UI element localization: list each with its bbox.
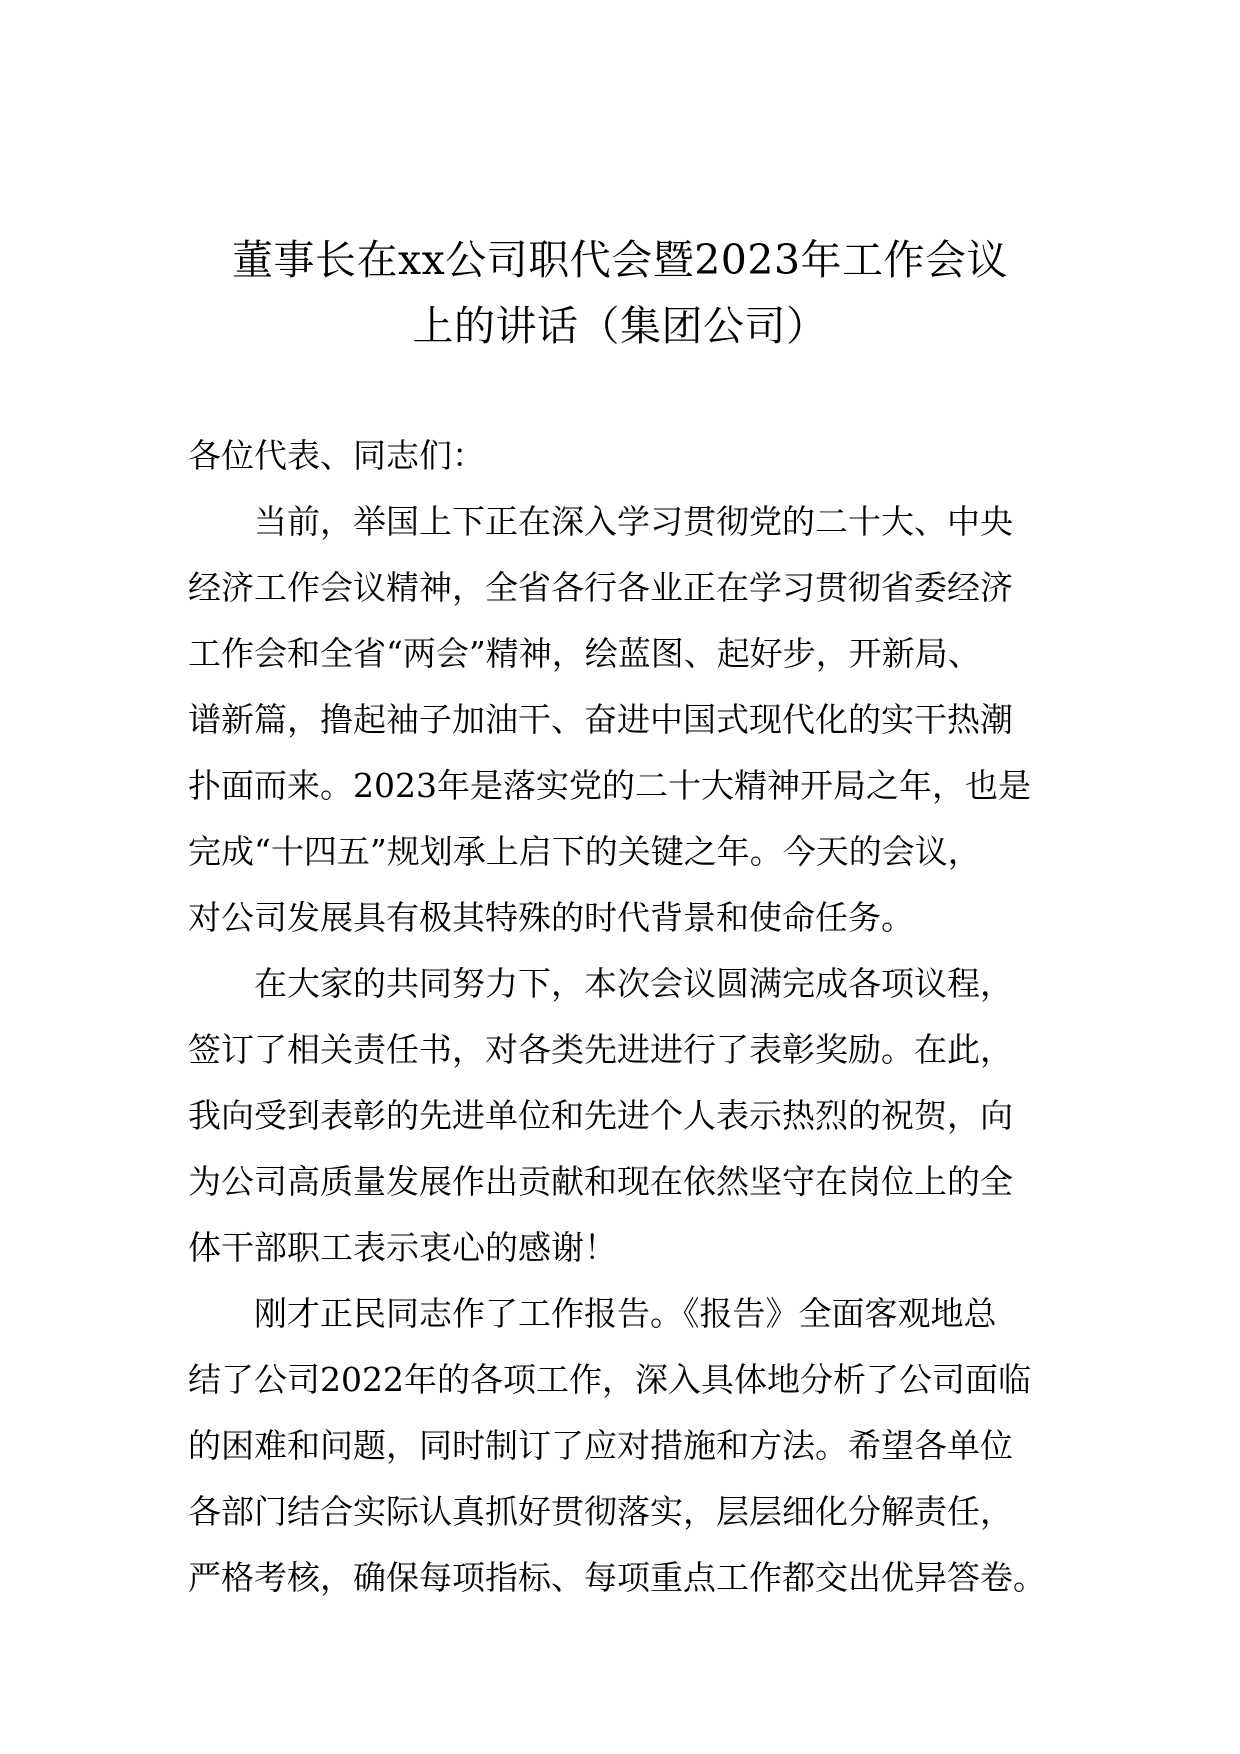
paragraph-line: 为公司高质量发展作出贡献和现在依然坚守在岗位上的全 [188,1162,1013,1201]
paragraph-line: 对公司发展具有极其特殊的时代背景和使命任务。 [188,898,914,937]
paragraph-line: 我向受到表彰的先进单位和先进个人表示热烈的祝贺，向 [188,1096,1013,1135]
paragraph-line: 刚才正民同志作了工作报告。《报告》全面客观地总 [254,1294,997,1333]
document-title [150,227,1090,359]
paragraph-line: 经济工作会议精神，全省各行各业正在学习贯彻省委经济 [188,568,1013,607]
paragraph-line: 体干部职工表示衷心的感谢！ [188,1228,617,1267]
paragraph-line: 的困难和问题，同时制订了应对措施和方法。希望各单位 [188,1426,1013,1465]
paragraph-1 [188,489,1056,951]
paragraph-3 [188,1281,1056,1611]
paragraph-line: 签订了相关责任书，对各类先进进行了表彰奖励。在此， [188,1030,1013,1069]
paragraph-line: 在大家的共同努力下，本次会议圆满完成各项议程， [254,964,1013,1003]
document-body [188,423,1056,1611]
paragraph-line: 谱新篇，撸起袖子加油干、奋进中国式现代化的实干热潮 [188,700,1013,739]
paragraph-line: 结了公司2022年的各项工作，深入具体地分析了公司面临 [188,1360,1031,1399]
paragraph-line: 各部门结合实际认真抓好贯彻落实，层层细化分解责任， [188,1492,1013,1531]
title-line: 董事长在xx公司职代会暨2023年工作会议 [231,236,1009,285]
paragraph-line: 扑面而来。2023年是落实党的二十大精神开局之年，也是 [188,766,1031,805]
salutation: 各位代表、同志们： [188,436,485,475]
paragraph-line: 完成“十四五”规划承上启下的关键之年。今天的会议， [188,832,981,871]
paragraph-line: 严格考核，确保每项指标、每项重点工作都交出优异答卷。 [188,1558,1046,1597]
paragraph-line: 当前，举国上下正在深入学习贯彻党的二十大、中央 [254,502,1013,541]
title-line: 上的讲话（集团公司） [412,302,828,351]
paragraph-line: 工作会和全省“两会”精神，绘蓝图、起好步，开新局、 [188,634,981,673]
paragraph-2 [188,951,1056,1281]
